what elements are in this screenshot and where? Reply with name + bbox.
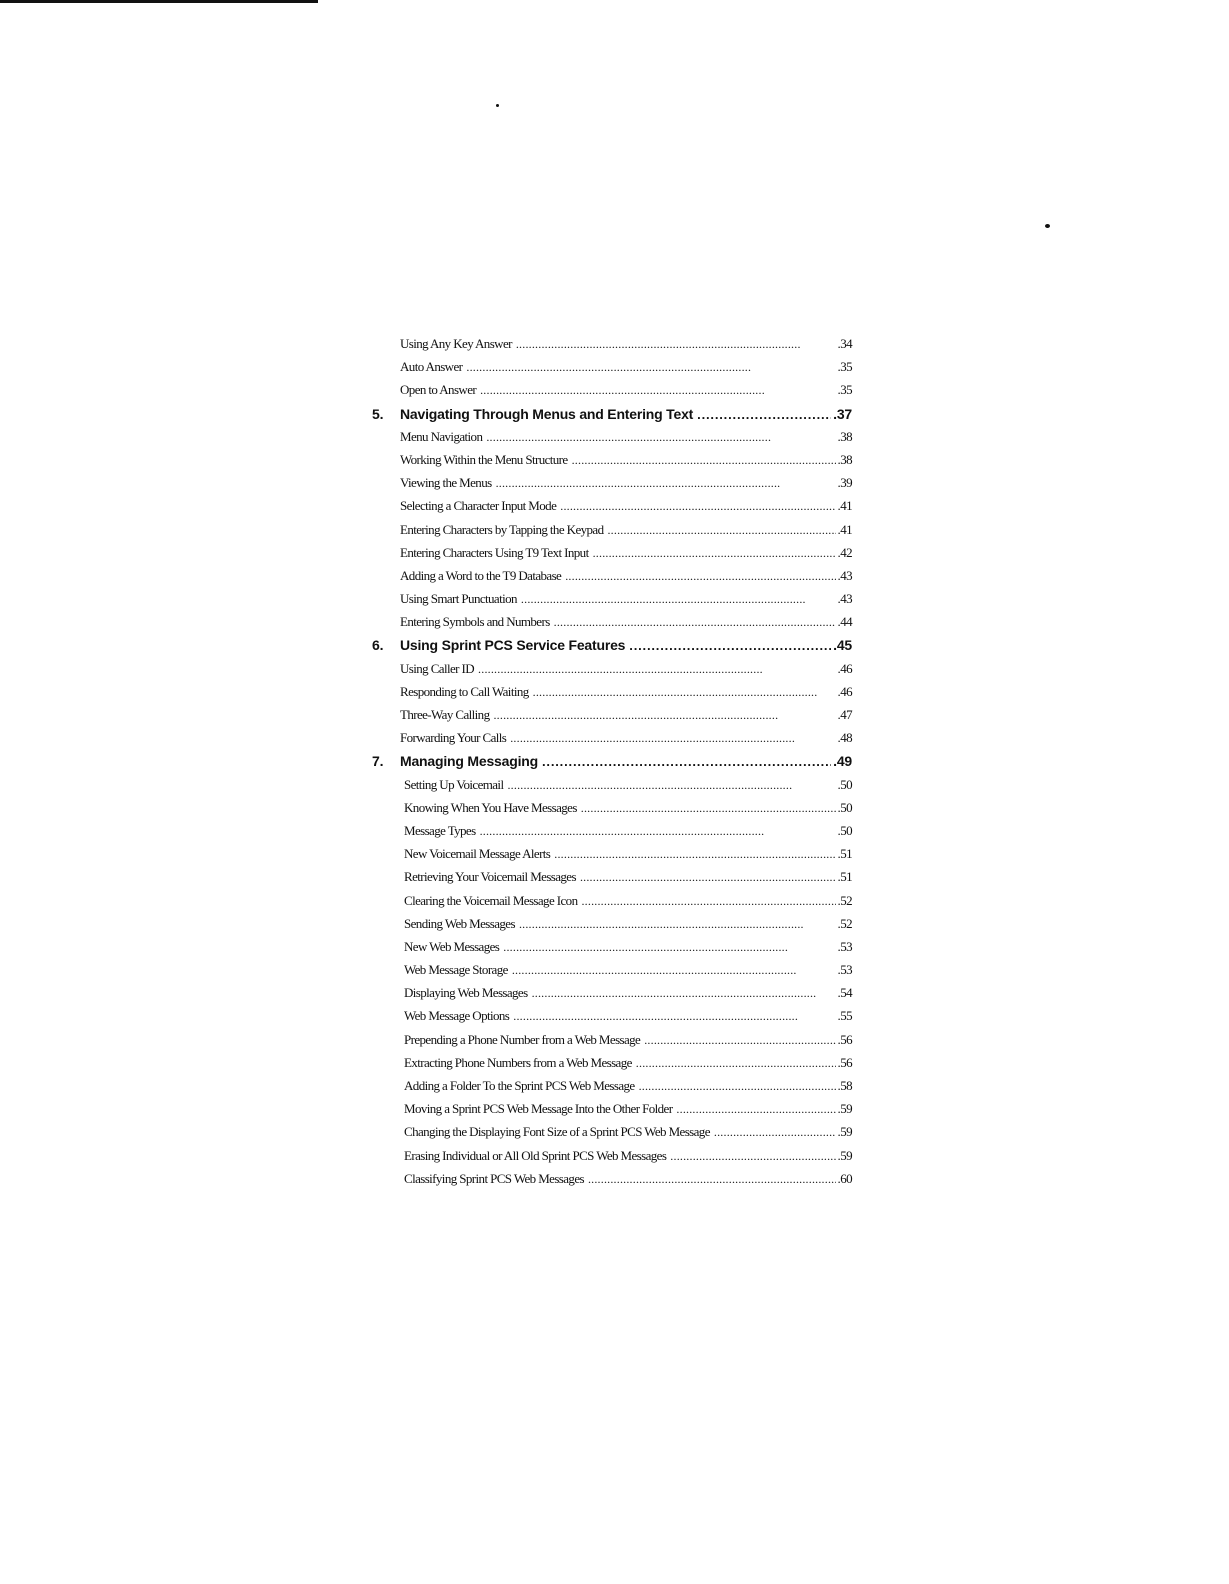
dot-leader [580,870,836,885]
page-number: .60 [837,1170,852,1186]
dot-leader [533,685,836,700]
toc-entry[interactable] [372,777,852,800]
dot-leader [519,917,836,932]
entry-title: Classifying Sprint PCS Web Messages [404,1170,584,1186]
page-number: .43 [837,567,852,583]
page-number: .59 [837,1124,852,1140]
toc-entry[interactable] [372,1148,852,1171]
dot-leader [466,360,835,375]
toc-entry[interactable] [372,429,852,452]
scan-edge-bar [0,0,318,3]
dot-leader [510,731,835,746]
dot-leader [516,337,836,352]
dot-leader [486,430,835,445]
page-number: .41 [837,498,852,514]
dot-leader [581,801,836,816]
toc-entry[interactable] [372,800,852,823]
toc-entry[interactable] [372,452,852,475]
dot-leader [521,592,836,607]
toc-entry[interactable] [372,568,852,591]
page-number: .48 [837,730,852,746]
chapter-title: Managing Messaging [400,753,538,770]
toc-entry[interactable] [372,336,852,359]
chapter-number: 6. [372,637,384,654]
entry-title: Three-Way Calling [400,707,490,722]
entry-title: Entering Symbols and Numbers [400,614,550,630]
page-number: .51 [837,869,852,885]
table-of-contents [372,336,852,1194]
dot-leader [542,754,831,769]
toc-entry[interactable] [372,985,852,1008]
dot-leader [478,662,836,677]
entry-title: Menu Navigation [400,428,483,444]
page-number: .52 [837,915,852,931]
toc-entry[interactable] [372,359,852,382]
page-number: .50 [837,799,852,815]
entry-title: Knowing When You Have Messages [404,799,577,815]
toc-entry[interactable] [372,1032,852,1055]
entry-title: Adding a Folder To the Sprint PCS Web Message [404,1078,635,1093]
toc-entry[interactable] [372,730,852,753]
page-number: .34 [837,336,852,351]
entry-title: Extracting Phone Numbers from a Web Message [404,1054,632,1070]
dot-leader [554,615,836,630]
page-number: .38 [837,428,852,444]
entry-title: Changing the Displaying Font Size of a Sprint PCS Web Message [404,1124,710,1140]
toc-entry[interactable] [372,707,852,730]
entry-title: Selecting a Character Input Mode [400,498,557,514]
entry-title: Working Within the Menu Structure [400,451,568,467]
page-number: .56 [837,1031,852,1047]
entry-title: Using Smart Punctuation [400,591,517,607]
page-number: .50 [837,776,852,792]
dot-leader [572,453,836,468]
page-number: .56 [837,1054,852,1070]
toc-entry[interactable] [372,893,852,916]
page-number: .53 [837,938,852,954]
dot-leader [480,824,836,839]
entry-title: Adding a Word to the T9 Database [400,567,562,583]
chapter-title: Navigating Through Menus and Entering Text [400,405,694,422]
entry-title: Auto Answer [400,359,463,375]
page-number: .38 [837,451,852,467]
toc-entry[interactable] [372,916,852,939]
chapter-title: Using Sprint PCS Service Features [400,637,626,654]
toc-entry[interactable] [372,498,852,521]
page-number: .35 [837,359,852,375]
page-number: .55 [837,1008,852,1024]
entry-title: Using Caller ID [400,660,475,676]
dot-leader [565,569,835,584]
toc-entry[interactable] [372,591,852,614]
toc-entry[interactable] [372,1124,852,1147]
toc-entry[interactable] [372,939,852,962]
entry-title: Message Types [404,822,476,838]
dot-leader [581,894,835,909]
entry-title: Open to Answer [400,382,477,398]
toc-entry[interactable] [372,382,852,405]
page-number: .45 [833,637,852,654]
dot-leader [636,1056,836,1071]
dot-leader [493,708,835,723]
toc-entry[interactable] [372,1101,852,1124]
entry-title: Forwarding Your Calls [400,730,507,746]
entry-title: Moving a Sprint PCS Web Message Into the Other Folder [404,1101,673,1117]
page-number: .43 [837,591,852,607]
toc-entry[interactable] [372,522,852,545]
dot-leader [607,523,835,538]
toc-chapter-entry[interactable] [372,753,852,776]
toc-entry[interactable] [372,1171,852,1194]
entry-title: Setting Up Voicemail [404,776,504,792]
toc-entry[interactable] [372,614,852,637]
entry-title: Viewing the Menus [400,475,492,491]
dot-leader [554,847,835,862]
toc-entry[interactable] [372,869,852,892]
page-number: .37 [833,405,852,422]
entry-title: New Web Messages [404,938,500,954]
chapter-number: 5. [372,405,384,422]
dot-leader [697,407,831,422]
page-number: .44 [837,614,852,630]
chapter-number: 7. [372,753,384,770]
page-number: .35 [837,382,852,398]
dot-leader [496,476,836,491]
page-number: .41 [837,521,852,537]
entry-title: Erasing Individual or All Old Sprint PCS Web Messages [404,1147,667,1163]
page-number: .58 [837,1078,852,1093]
entry-title: Displaying Web Messages [404,985,528,1001]
page-number: .51 [837,846,852,862]
dot-leader [503,940,835,955]
entry-title: New Voicemail Message Alerts [404,846,551,862]
entry-title: Entering Characters by Tapping the Keypad [400,521,604,537]
entry-title: Sending Web Messages [404,915,515,931]
entry-title: Retrieving Your Voicemail Messages [404,869,576,885]
toc-chapter-entry[interactable] [372,637,852,660]
dot-leader [532,986,836,1001]
dot-leader [639,1079,836,1094]
dot-leader [676,1102,835,1117]
dot-leader [588,1172,836,1187]
dot-leader [560,499,835,514]
toc-entry[interactable] [372,1055,852,1078]
dot-leader [629,638,831,653]
entry-title: Responding to Call Waiting [400,683,529,699]
entry-title: Web Message Storage [404,962,508,978]
page-number: .53 [837,962,852,978]
toc-entry[interactable] [372,823,852,846]
entry-title: Clearing the Voicemail Message Icon [404,892,578,908]
scan-speck [496,104,499,107]
dot-leader [507,778,835,793]
page-number: .59 [837,1101,852,1117]
page-number: .46 [837,683,852,699]
entry-title: Entering Characters Using T9 Text Input [400,544,589,560]
toc-chapter-entry[interactable] [372,406,852,429]
toc-entry[interactable] [372,1008,852,1031]
page-number: .46 [837,660,852,676]
dot-leader [714,1125,836,1140]
page-number: .54 [837,985,852,1001]
toc-entry[interactable] [372,1078,852,1101]
dot-leader [480,383,835,398]
dot-leader [644,1033,835,1048]
page-number: .49 [833,753,852,770]
toc-entry[interactable] [372,962,852,985]
dot-leader [593,546,836,561]
page-number: .47 [837,707,852,722]
toc-entry[interactable] [372,545,852,568]
page-number: .42 [837,544,852,560]
dot-leader [513,1009,835,1024]
toc-entry[interactable] [372,846,852,869]
dot-leader [670,1149,835,1164]
scan-speck [1045,224,1050,228]
entry-title: Prepending a Phone Number from a Web Message [404,1031,641,1047]
toc-entry[interactable] [372,661,852,684]
page-number: .50 [837,822,852,838]
page-number: .59 [837,1147,852,1163]
page-number: .52 [837,892,852,908]
dot-leader [512,963,836,978]
entry-title: Using Any Key Answer [400,336,512,351]
entry-title: Web Message Options [404,1008,510,1024]
page-number: .39 [837,475,852,491]
toc-entry[interactable] [372,475,852,498]
toc-entry[interactable] [372,684,852,707]
